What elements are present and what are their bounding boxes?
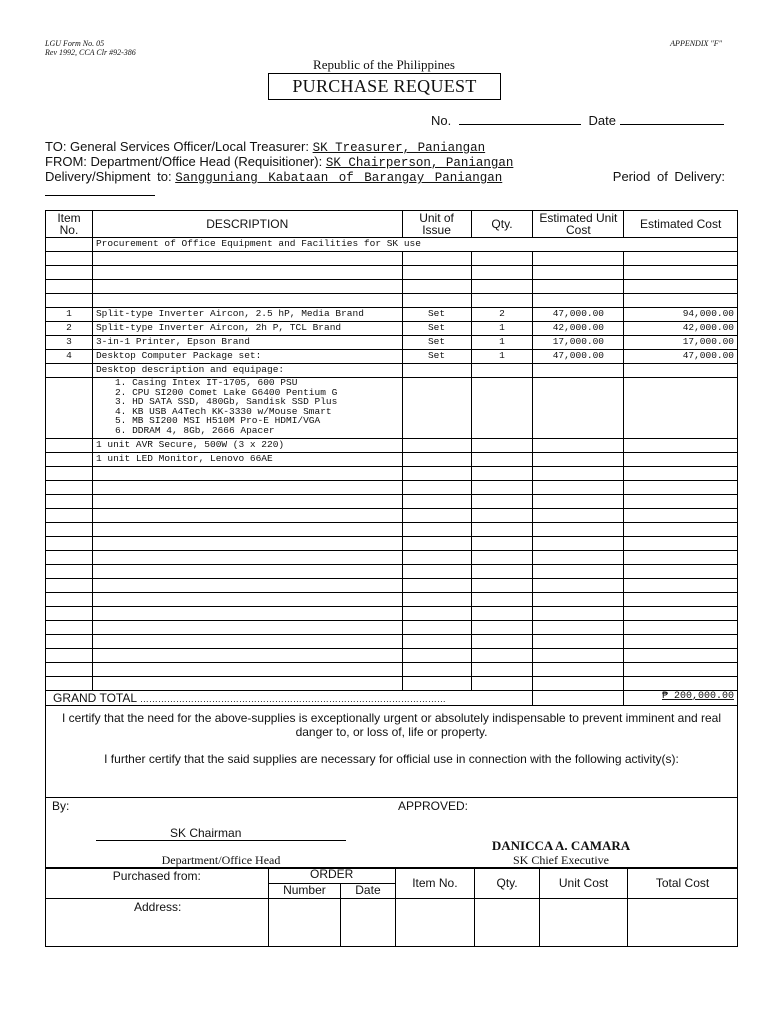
bottom-total-cost: Total Cost <box>628 868 738 899</box>
table-row: 4 Desktop Computer Package set: Set 1 47,000.00 47,000.00 <box>46 350 738 364</box>
no-label: No. <box>431 113 452 128</box>
order-label: ORDER <box>268 868 395 884</box>
items-table <box>45 210 738 706</box>
requester-role: SK Chairman <box>170 826 242 840</box>
col-item-no: Item No. <box>46 211 93 238</box>
by-label: By: <box>52 799 70 813</box>
to-line: TO: General Services Officer/Local Treasurer: SK Treasurer, Paniangan <box>45 139 486 155</box>
approver-name: DANICCA A. CAMARA <box>491 838 631 853</box>
order-table <box>45 867 738 947</box>
from-line: FROM: Department/Office Head (Requisitioner): SK Chairperson, Paniangan <box>45 154 514 170</box>
col-cost: Estimated Cost <box>624 211 738 238</box>
appendix-label: APPENDIX "F" <box>670 39 722 48</box>
period-of-delivery-label: Period of Delivery: <box>612 169 725 184</box>
approved-label: APPROVED: <box>398 799 469 813</box>
bottom-item-no: Item No. <box>395 868 474 899</box>
col-qty: Qty. <box>471 211 533 238</box>
table-row: 3 3-in-1 Printer, Epson Brand Set 1 17,000.00 17,000.00 <box>46 336 738 350</box>
form-revision: Rev 1992, CCA Clr #92-386 <box>45 48 136 57</box>
requester-title: Department/Office Head <box>161 853 281 867</box>
table-header-row <box>46 211 738 238</box>
no-field[interactable] <box>431 113 724 128</box>
grand-total-value: ₱ 200,000.00 <box>661 691 734 702</box>
table-row: 1 unit LED Monitor, Lenovo 66AE <box>46 453 738 467</box>
to-value: SK Treasurer, Paniangan <box>312 141 486 155</box>
order-number-label: Number <box>268 883 341 899</box>
col-description: DESCRIPTION <box>92 211 402 238</box>
bottom-qty: Qty. <box>475 868 540 899</box>
table-row: Desktop description and equipage: <box>46 364 738 378</box>
table-row: 1 unit AVR Secure, 500W (3 x 220) <box>46 439 738 453</box>
table-row: 2 Split-type Inverter Aircon, 2h P, TCL Brand Set 1 42,000.00 42,000.00 <box>46 322 738 336</box>
delivery-line: Delivery/Shipment to: Sangguniang Kabataan of Barangay Paniangan Period of Delivery: <box>45 169 725 185</box>
date-label: Date <box>588 113 616 128</box>
purpose-text: Procurement of Office Equipment and Facilities for SK use <box>92 238 737 252</box>
address-label: Address: <box>46 899 269 947</box>
table-row: 1 Split-type Inverter Aircon, 2.5 hP, Media Brand Set 2 47,000.00 94,000.00 <box>46 308 738 322</box>
order-date-label: Date <box>341 883 396 899</box>
republic-line: Republic of the Philippines <box>313 57 455 72</box>
signature-box <box>45 797 738 869</box>
from-value: SK Chairperson, Paniangan <box>325 156 514 170</box>
grand-total-row: GRAND TOTAL ………………………………………………………………………………………… ₱ 200,000.00 <box>46 691 738 706</box>
certification-box <box>45 697 738 798</box>
bottom-unit-cost: Unit Cost <box>540 868 628 899</box>
grand-total-label: GRAND TOTAL <box>53 691 137 705</box>
page-title: PURCHASE REQUEST <box>268 73 501 100</box>
certification-text-2: I further certify that the said supplies are necessary for official use in connection with the following activity(s): <box>104 752 679 766</box>
delivery-value: Sangguniang Kabataan of Barangay Paniangan <box>175 171 503 185</box>
form-number: LGU Form No. 05 <box>45 39 105 48</box>
col-unit-cost: Estimated Unit Cost <box>533 211 624 238</box>
approver-title: SK Chief Executive <box>513 853 609 867</box>
purchased-from-label: Purchased from: <box>46 868 269 899</box>
col-unit: Unit of Issue <box>402 211 471 238</box>
certification-text-1: I certify that the need for the above-supplies is exceptionally urgent or absolutely indispensable to prevent imminent and real danger to, or loss of, life or property. <box>61 711 722 739</box>
desktop-parts-row: 1. Casing Intex IT-1705, 600 PSU 2. CPU SI200 Comet Lake G6400 Pentium G 3. HD SATA SSD, 480Gb, Sandisk SSD Plus 4. KB USB A4Tech KK-3330 w/Mouse Smart 5. MB SI200 MSI H510M Pro-E HDMI/VGA 6. DDRAM 4, 8Gb, 2666 Apacer <box>46 378 738 439</box>
